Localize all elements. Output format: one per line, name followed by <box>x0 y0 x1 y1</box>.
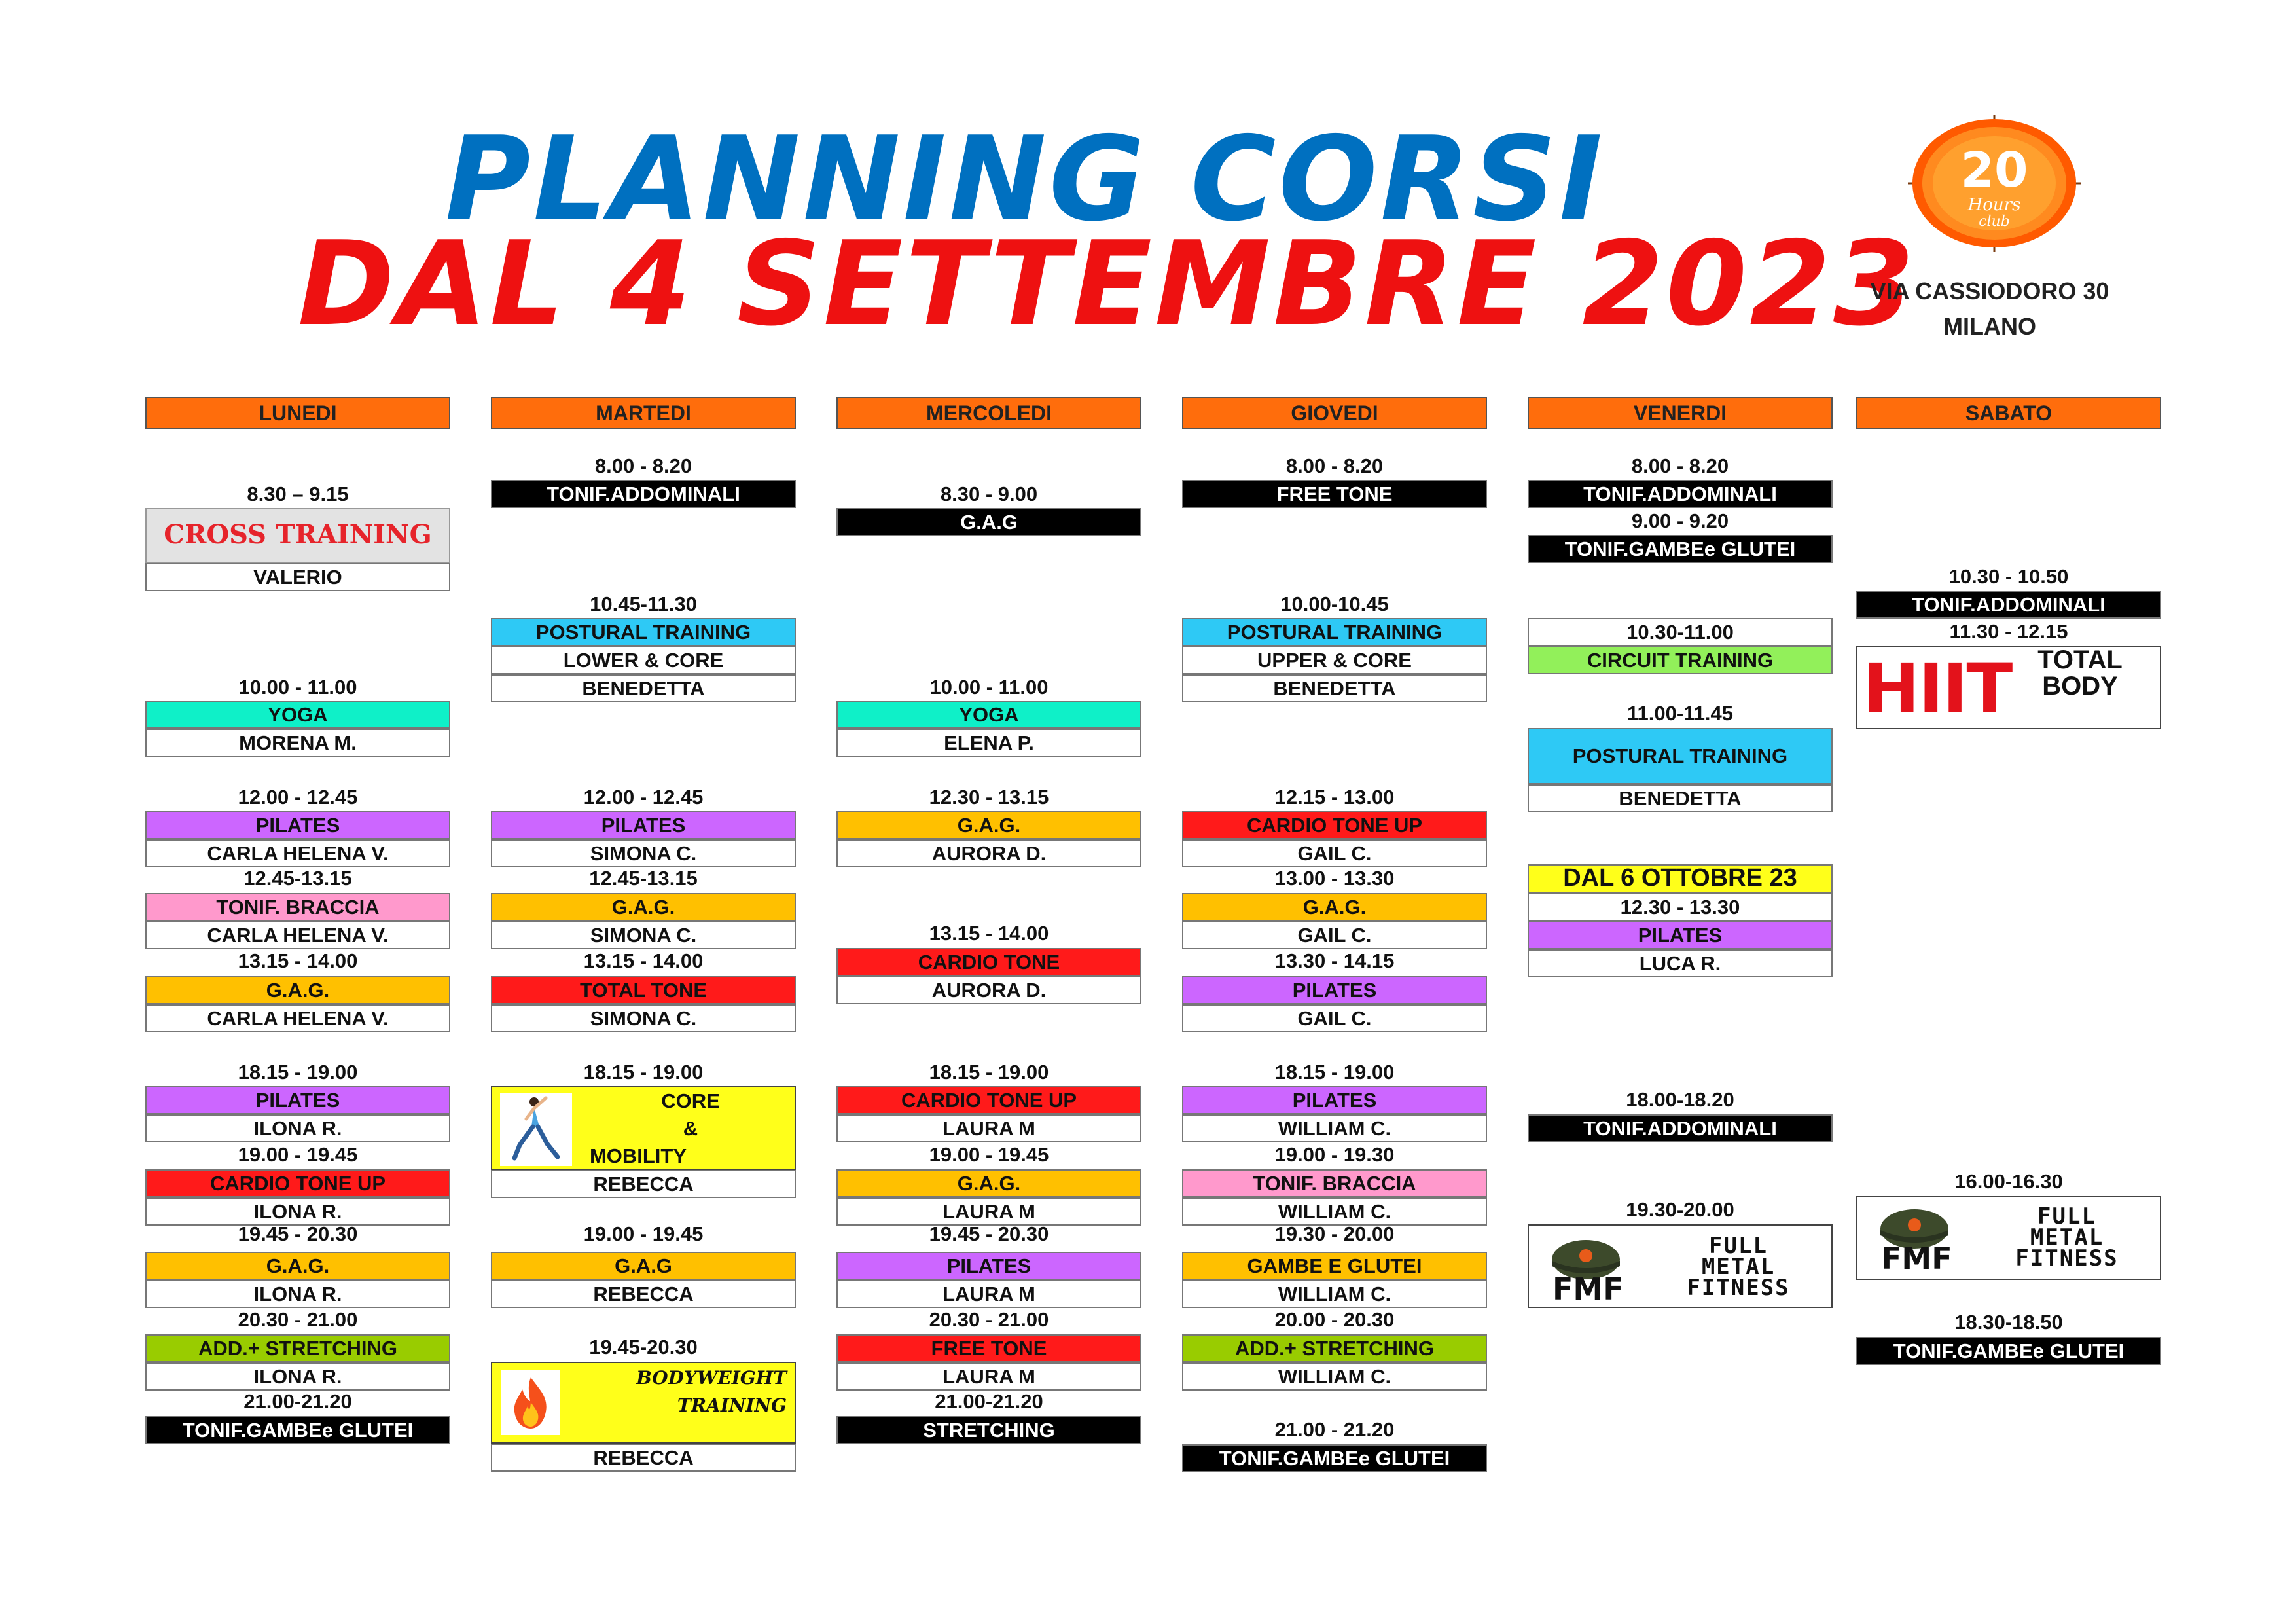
slot-class: G.A.G. <box>836 1169 1141 1197</box>
slot-time: 11.30 - 12.15 <box>1949 620 2068 643</box>
club-address <box>1865 274 2114 344</box>
slot-class: CARDIO TONE UP <box>836 1086 1141 1114</box>
slot-instructor: GAIL C. <box>1182 921 1487 949</box>
slot-class: CARDIO TONE UP <box>145 1169 450 1197</box>
slot-instructor: LAURA M <box>836 1114 1141 1142</box>
slot-class: TONIF.GAMBEe GLUTEI <box>1528 535 1833 563</box>
slot-class: STRETCHING <box>836 1416 1141 1444</box>
address-street: VIA CASSIODORO 30 <box>1870 278 2109 304</box>
slot-time: 13.15 - 14.00 <box>238 949 358 972</box>
slot-class: G.A.G. <box>1182 893 1487 921</box>
fmf-box <box>1856 1196 2161 1280</box>
slot-time: 19.30 - 20.00 <box>1274 1222 1395 1245</box>
slot-instructor: ILONA R. <box>145 1280 450 1308</box>
start-date-note: DAL 6 OTTOBRE 23 <box>1528 864 1833 893</box>
slot-time: 9.00 - 9.20 <box>1631 509 1729 532</box>
slot-class-line1: CORE <box>661 1089 720 1112</box>
body-label: BODY <box>2042 672 2118 701</box>
slot-time: 10.30 - 10.50 <box>1948 565 2069 588</box>
slot-class: TONIF.GAMBEe GLUTEI <box>1856 1337 2161 1365</box>
day-header-giovedi: GIOVEDI <box>1182 397 1487 429</box>
slot-class: FREE TONE <box>836 1334 1141 1362</box>
slot-instructor: WILLIAM C. <box>1182 1362 1487 1391</box>
day-header-venerdi: VENERDI <box>1528 397 1833 429</box>
fire-icon <box>501 1370 560 1435</box>
slot-class: G.A.G. <box>145 976 450 1004</box>
slot-time: 11.00-11.45 <box>1626 702 1734 725</box>
slot-instructor: SIMONA C. <box>491 1004 796 1032</box>
slot-time: 12.45-13.15 <box>589 867 698 890</box>
slot-time: 12.30 - 13.15 <box>929 786 1049 809</box>
slot-time: 13.30 - 14.15 <box>1274 949 1395 972</box>
slot-class: PILATES <box>491 811 796 839</box>
slot-time: 8.00 - 8.20 <box>1285 454 1384 477</box>
slot-instructor: CARLA HELENA V. <box>145 1004 450 1032</box>
slot-class: GAMBE E GLUTEI <box>1182 1252 1487 1280</box>
slot-class: YOGA <box>836 701 1141 729</box>
bodyweight-box <box>491 1362 796 1444</box>
address-city: MILANO <box>1943 313 2036 340</box>
slot-class: PILATES <box>145 811 450 839</box>
slot-time: 18.15 - 19.00 <box>583 1061 704 1084</box>
slot-class: G.A.G. <box>836 811 1141 839</box>
logo-text-2: club <box>1979 213 2010 230</box>
slot-instructor: LAURA M <box>836 1197 1141 1226</box>
slot-class: ADD.+ STRETCHING <box>1182 1334 1487 1362</box>
slot-class: G.A.G. <box>145 1252 450 1280</box>
slot-time: 19.45 - 20.30 <box>238 1222 358 1245</box>
logo-text-1: Hours <box>1967 195 2021 215</box>
day-header-martedi: MARTEDI <box>491 397 796 429</box>
slot-time: 10.00-10.45 <box>1280 593 1389 615</box>
day-header-lunedi: LUNEDI <box>145 397 450 429</box>
slot-instructor: GAIL C. <box>1182 839 1487 867</box>
slot-subtitle: UPPER & CORE <box>1182 646 1487 674</box>
slot-time: 12.00 - 12.45 <box>238 786 358 809</box>
fmf-badge: FMF <box>1881 1241 1952 1276</box>
slot-instructor: VALERIO <box>145 563 450 591</box>
slot-instructor: AURORA D. <box>836 976 1141 1004</box>
page-title: PLANNING CORSI <box>445 111 1605 247</box>
slot-instructor: ILONA R. <box>145 1362 450 1391</box>
slot-class: CROSS TRAINING <box>145 508 450 563</box>
slot-instructor: LUCA R. <box>1528 949 1833 977</box>
fmf-box <box>1528 1224 1833 1308</box>
fmf-badge: FMF <box>1552 1271 1624 1307</box>
fmf-line2: METAL <box>1701 1254 1776 1280</box>
slot-time: 18.30-18.50 <box>1954 1311 2063 1334</box>
slot-time: 19.45 - 20.30 <box>929 1222 1049 1245</box>
slot-time: 8.30 – 9.15 <box>247 483 349 505</box>
slot-time: 18.15 - 19.00 <box>929 1061 1049 1084</box>
hiit-label: HIIT <box>1863 649 2012 729</box>
slot-class: TONIF.ADDOMINALI <box>1528 1114 1833 1142</box>
slot-class: POSTURAL TRAINING <box>1528 728 1833 784</box>
slot-time: 10.30-11.00 <box>1528 618 1833 646</box>
fmf-line3: FITNESS <box>1687 1275 1790 1301</box>
slot-instructor: MORENA M. <box>145 729 450 757</box>
slot-instructor: WILLIAM C. <box>1182 1280 1487 1308</box>
slot-class: TONIF.GAMBEe GLUTEI <box>1182 1444 1487 1472</box>
slot-class: PILATES <box>1528 921 1833 949</box>
day-header-sabato: SABATO <box>1856 397 2161 429</box>
slot-time: 13.00 - 13.30 <box>1274 867 1395 890</box>
slot-time: 13.15 - 14.00 <box>929 922 1049 945</box>
slot-instructor: WILLIAM C. <box>1182 1114 1487 1142</box>
slot-class-line3: MOBILITY <box>589 1144 687 1167</box>
slot-time: 8.00 - 8.20 <box>1631 454 1729 477</box>
slot-time: 12.45-13.15 <box>243 867 352 890</box>
slot-time: 21.00-21.20 <box>243 1390 352 1413</box>
slot-time: 10.45-11.30 <box>590 593 697 615</box>
fmf-line2: METAL <box>2030 1224 2104 1250</box>
slot-class: POSTURAL TRAINING <box>491 618 796 646</box>
slot-instructor: WILLIAM C. <box>1182 1197 1487 1226</box>
slot-instructor: SIMONA C. <box>491 921 796 949</box>
total-label: TOTAL <box>2037 646 2123 674</box>
logo-number: 20 <box>1960 142 2028 198</box>
slot-time: 19.00 - 19.45 <box>238 1143 358 1166</box>
slot-time: 18.00-18.20 <box>1626 1088 1734 1111</box>
slot-time: 20.30 - 21.00 <box>929 1308 1049 1331</box>
slot-instructor: REBECCA <box>491 1170 796 1198</box>
fmf-line3: FITNESS <box>2015 1245 2119 1271</box>
slot-class: PILATES <box>1182 976 1487 1004</box>
slot-instructor: LAURA M <box>836 1362 1141 1391</box>
slot-class-line2: & <box>683 1117 698 1140</box>
slot-instructor: ILONA R. <box>145 1114 450 1142</box>
slot-instructor: GAIL C. <box>1182 1004 1487 1032</box>
slot-time: 12.15 - 13.00 <box>1274 786 1395 809</box>
slot-class: TOTAL TONE <box>491 976 796 1004</box>
slot-class: G.A.G <box>836 508 1141 536</box>
slot-instructor: ELENA P. <box>836 729 1141 757</box>
slot-class: CIRCUIT TRAINING <box>1528 646 1833 674</box>
slot-class: TONIF.ADDOMINALI <box>1528 480 1833 508</box>
slot-class: TONIF.ADDOMINALI <box>1856 591 2161 619</box>
slot-instructor: AURORA D. <box>836 839 1141 867</box>
fmf-line1: FULL <box>1709 1233 1768 1259</box>
slot-class: TONIF. BRACCIA <box>145 893 450 921</box>
day-header-mercoledi: MERCOLEDI <box>836 397 1141 429</box>
slot-time: 18.15 - 19.00 <box>1274 1061 1395 1084</box>
slot-class: CARDIO TONE <box>836 948 1141 976</box>
slot-class: TONIF. BRACCIA <box>1182 1169 1487 1197</box>
slot-time: 19.00 - 19.30 <box>1274 1143 1395 1166</box>
slot-class: ADD.+ STRETCHING <box>145 1334 450 1362</box>
slot-time: 13.15 - 14.00 <box>583 949 704 972</box>
page-subtitle: DAL 4 SETTEMBRE 2023 <box>298 216 1917 352</box>
slot-time: 10.00 - 11.00 <box>238 676 357 699</box>
slot-class: POSTURAL TRAINING <box>1182 618 1487 646</box>
slot-class-line1: BODYWEIGHT <box>636 1367 787 1389</box>
slot-class: PILATES <box>1182 1086 1487 1114</box>
slot-time: 19.00 - 19.45 <box>583 1222 704 1245</box>
slot-time: 12.30 - 13.30 <box>1528 893 1833 921</box>
slot-class: G.A.G <box>491 1252 796 1280</box>
slot-class: CARDIO TONE UP <box>1182 811 1487 839</box>
fmf-line1: FULL <box>2037 1203 2096 1230</box>
slot-instructor: REBECCA <box>491 1280 796 1308</box>
slot-instructor: BENEDETTA <box>491 674 796 702</box>
slot-time: 16.00-16.30 <box>1954 1170 2063 1193</box>
slot-time: 19.00 - 19.45 <box>929 1143 1049 1166</box>
core-mobility-box <box>491 1086 796 1170</box>
slot-instructor: REBECCA <box>491 1444 796 1472</box>
slot-time: 20.00 - 20.30 <box>1274 1308 1395 1331</box>
slot-time: 19.45-20.30 <box>589 1336 698 1359</box>
slot-class: YOGA <box>145 701 450 729</box>
slot-instructor: BENEDETTA <box>1528 784 1833 812</box>
slot-time: 8.30 - 9.00 <box>940 483 1038 505</box>
slot-class: PILATES <box>836 1252 1141 1280</box>
slot-instructor: BENEDETTA <box>1182 674 1487 702</box>
club-logo <box>1908 115 2081 252</box>
slot-class: TONIF.GAMBEe GLUTEI <box>145 1416 450 1444</box>
slot-time: 19.30-20.00 <box>1626 1198 1734 1221</box>
slot-class-line2: TRAINING <box>677 1395 787 1416</box>
slot-class: G.A.G. <box>491 893 796 921</box>
slot-class: FREE TONE <box>1182 480 1487 508</box>
slot-time: 8.00 - 8.20 <box>594 454 692 477</box>
slot-time: 21.00-21.20 <box>935 1390 1043 1413</box>
slot-instructor: LAURA M <box>836 1280 1141 1308</box>
slot-time: 12.00 - 12.45 <box>583 786 704 809</box>
slot-instructor: CARLA HELENA V. <box>145 921 450 949</box>
slot-time: 21.00 - 21.20 <box>1274 1418 1395 1441</box>
slot-class: PILATES <box>145 1086 450 1114</box>
slot-instructor: CARLA HELENA V. <box>145 839 450 867</box>
slot-time: 20.30 - 21.00 <box>238 1308 358 1331</box>
slot-class: TONIF.ADDOMINALI <box>491 480 796 508</box>
slot-instructor: SIMONA C. <box>491 839 796 867</box>
slot-time: 10.00 - 11.00 <box>929 676 1049 699</box>
slot-time: 18.15 - 19.00 <box>238 1061 358 1084</box>
hiit-box <box>1856 646 2161 729</box>
slot-instructor: ILONA R. <box>145 1197 450 1226</box>
slot-subtitle: LOWER & CORE <box>491 646 796 674</box>
